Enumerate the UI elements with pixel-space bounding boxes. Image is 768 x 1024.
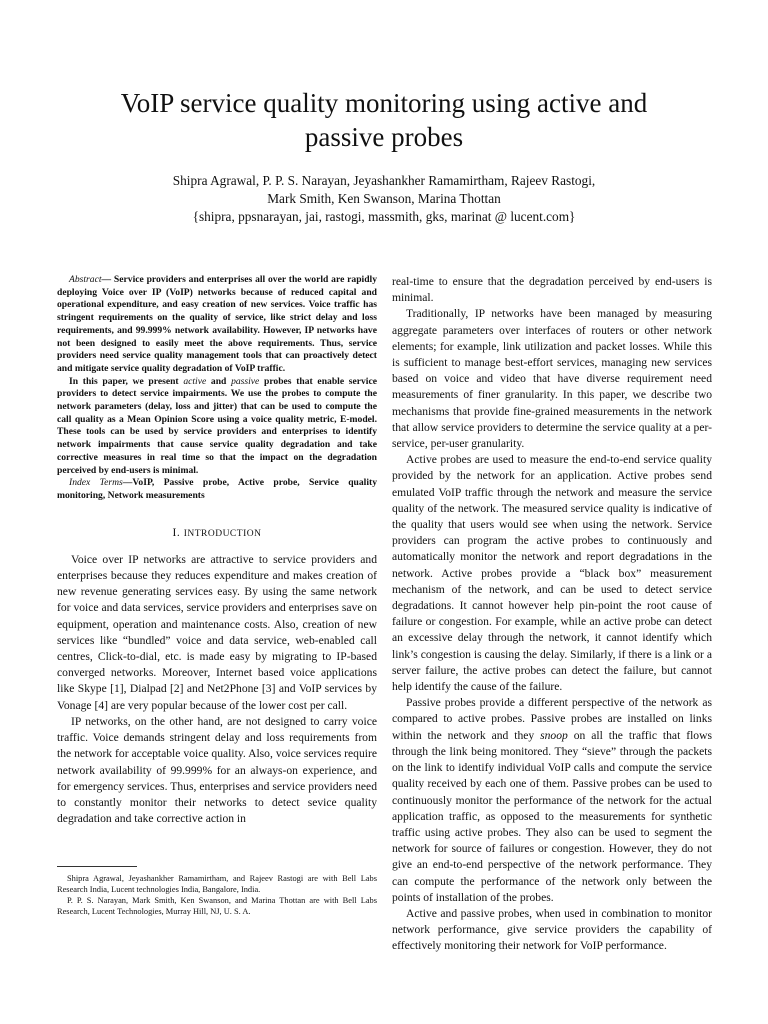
author-emails: {shipra, ppsnarayan, jai, rastogi, massmith, gks, marinat @ lucent.com} [192, 209, 576, 224]
abstract-paragraph-1 [57, 274, 377, 376]
active-emphasis: active [183, 375, 207, 387]
author-block [40, 172, 728, 226]
footnote-2: P. P. S. Narayan, Mark Smith, Ken Swanson, and Marina Thottan are with Bell Labs Research, Lucent Technologies, Murray Hill, NJ, U. S. A. [57, 896, 377, 916]
passive-emphasis: passive [231, 375, 260, 387]
abstract-paragraph-2 [57, 376, 377, 478]
paper-title [40, 86, 728, 154]
title-line-1: VoIP service quality monitoring using active and [120, 88, 648, 118]
abstract-label: Abstract [69, 274, 102, 285]
index-terms-text: —VoIP, Passive probe, Active probe, Service quality monitoring, Network measurements [57, 477, 377, 501]
abstract-text: — Service providers and enterprises all over the world are rapidly deploying Voice over IP (VoIP) networks because of reduced capital and operational expenditure, and easy creation of new services. Voice traffic has stringent requirements on the quality of service, like strict delay and loss requirements, and 99.999% network availability. However, IP networks have not been designed to easily meet the above requirements. Thus, service providers need service quality management tools that can proactively detect and mitigate service quality degradation of VoIP traffic. [57, 274, 377, 374]
index-terms-label: Index Terms [69, 477, 123, 489]
section-title: INTRODUCTION [183, 528, 262, 539]
left-column [57, 274, 377, 827]
continued-paragraph: real-time to ensure that the degradation perceived by end-users is minimal. [392, 275, 712, 305]
combined-probes-paragraph: Active and passive probes, when used in combination to monitor network performance, give service providers the capability of effectively monitoring their network for VoIP performance. [392, 906, 712, 953]
passive-p-rest: on all the traffic that flows through the link being monitored. They “sieve” through the packets on the link to identify individual VoIP calls and compute the service quality received by each one of them. Passive probes can be used to continuously monitor the performance of the network for the actual application traffic, as opposed to the measurements for synthetic traffic using active probes. They also can be used to segment the network for source of failures or congestion. However, they do not give an end-to-end perspective of the network performance. They can compute the performance of the network only between the points of installation of the probes. [392, 728, 712, 904]
passive-probes-paragraph [392, 695, 712, 906]
snoop-emphasis: snoop [540, 728, 568, 742]
abstract-p2-rest: probes that enable service providers to detect service impairments. We use the probes to compute the network parameters (delay, loss and jitter) that can be used to compute the call quality as a Mean Opinion Score using a voice quality metric, E-model. These tools can be used by service providers and enterprises to identify network impairments that cause service quality degradation and take corrective measures in real time so that the impact on the degradation perceived by end-users is minimal. [57, 375, 377, 476]
abstract-p2-and: and [206, 375, 232, 387]
abstract [57, 274, 377, 503]
authors-line-2: Mark Smith, Ken Swanson, Marina Thottan [267, 191, 501, 206]
footnotes [57, 873, 377, 917]
right-column [392, 274, 712, 955]
active-probes-paragraph: Active probes are used to measure the end-to-end service quality provided by the network for an application. Active probes send emulated VoIP traffic through the network and measure the service quality of the network. The measured service quality is indicative of the quality that users would see when using the network. Service providers can program the active probes to continuously and automatically monitor the network and report degradations in the network. Active probes provide a “black box” measurement mechanism of the network, and can be used to detect service degradations. It cannot however help pin-point the root cause of failure or congestion. For example, while an active probe can detect an excessive delay through the network, it cannot identify which link’s congestion is causing the delay. Similarly, if there is a link or a server failure, the active probes can detect the failure, but cannot help identify the cause of the failure. [392, 453, 712, 694]
intro-paragraph-1: Voice over IP networks are attractive to service providers and enterprises because they reduces expenditure and makes creation of new revenue generating services easy. By using the same network for voice and data services, service providers and enterprises save on equipment, operation and maintenance costs. Also, creation of new services like “bundled” voice and data service, web-enabled call centres, Click-to-dial, etc. is made easy by migrating to IP-based converged networks. Moreover, Internet based voice applications like Skype [1], Dialpad [2] and Net2Phone [3] and VoIP services by Vonage [4] are very popular because of the lower cost per call. [57, 552, 377, 712]
abstract-p2-text: In this paper, we present [69, 375, 184, 387]
authors-line-1: Shipra Agrawal, P. P. S. Narayan, Jeyashankher Ramamirtham, Rajeev Rastogi, [172, 173, 596, 188]
footnote-1: Shipra Agrawal, Jeyashankher Ramamirtham, and Rajeev Rastogi are with Bell Labs Research India, Lucent technologies India, Bangalore, India. [57, 874, 377, 894]
section-heading-introduction [57, 525, 377, 542]
title-line-2: passive probes [304, 122, 464, 152]
traditional-management-paragraph: Traditionally, IP networks have been managed by measuring aggregate parameters over interfaces of routers or other network elements; for example, link utilization and packet losses. While this is sufficient to manage best-effort services, managing new services based on voice and video that have diverse requirement need measurements of finer granularity. In this paper, we describe two mechanisms that provide fine-grained measurements in the network that allow service providers to determine the service quality at a per-service, per-user granularity. [392, 307, 712, 451]
footnote-rule [57, 866, 137, 867]
index-terms [57, 477, 377, 502]
section-numeral: I. [172, 525, 184, 539]
passive-p-text: Passive probes provide a different perspective of the network as compared to active probes. Passive probes are installed on links within the network and they [392, 696, 712, 742]
intro-paragraph-2: IP networks, on the other hand, are not designed to carry voice traffic. Voice demands stringent delay and loss requirements from the network for acceptable voice quality. Also, voice services require network availability of 99.999% for an always-on experience, and for emergency services. Thus, enterprises and service providers need to constantly monitor their networks to detect sevice quality degradation and take corrective action in [57, 714, 377, 826]
